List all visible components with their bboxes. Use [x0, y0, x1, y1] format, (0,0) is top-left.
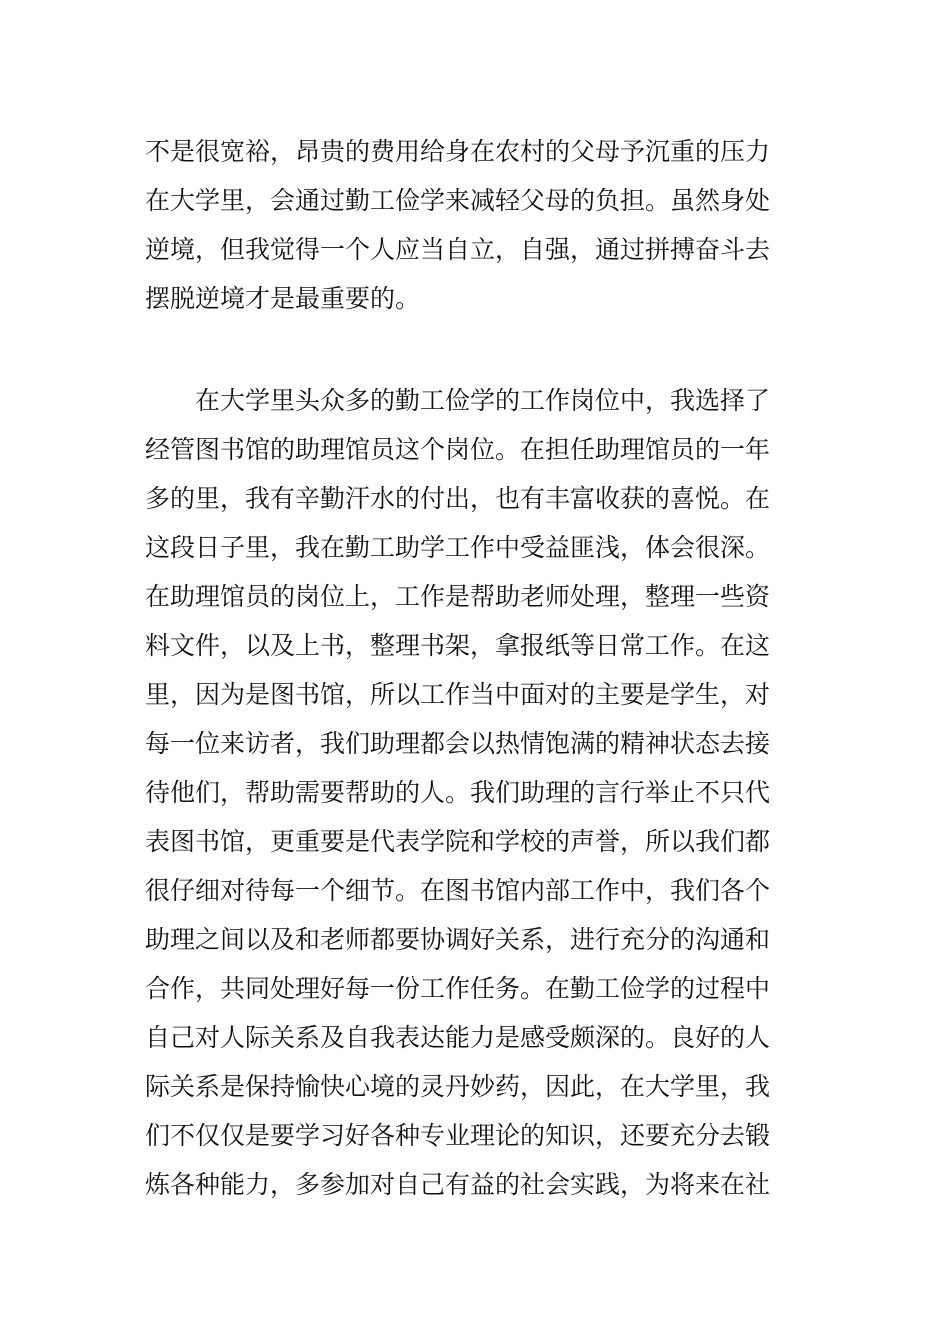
text-line: 里，因为是图书馆，所以工作当中面对的主要是学生，对: [145, 680, 771, 709]
text-line: 际关系是保持愉快心境的灵丹妙药，因此，在大学里，我: [145, 1072, 771, 1101]
text-line: 合作，共同处理好每一份工作任务。在勤工俭学的过程中: [145, 974, 771, 1003]
text-line: 摆脱逆境才是最重要的。: [145, 284, 421, 313]
text-line: 自己对人际关系及自我表达能力是感受颇深的。良好的人: [145, 1023, 771, 1052]
text-line: 在助理馆员的岗位上，工作是帮助老师处理，整理一些资: [145, 582, 771, 611]
text-line: 表图书馆，更重要是代表学院和学校的声誉，所以我们都: [145, 827, 771, 856]
paragraph-2: [145, 376, 807, 1209]
text-line: 料文件，以及上书，整理书架，拿报纸等日常工作。在这: [145, 631, 771, 660]
text-line: 在大学里头众多的勤工俭学的工作岗位中，我选择了: [145, 386, 771, 415]
paragraph-1: [145, 127, 807, 323]
text-line: 这段日子里，我在勤工助学工作中受益匪浅，体会很深。: [145, 533, 771, 562]
text-line: 不是很宽裕，昂贵的费用给身在农村的父母予沉重的压力: [145, 137, 771, 166]
text-line: 助理之间以及和老师都要协调好关系，进行充分的沟通和: [145, 925, 771, 954]
text-line: 待他们，帮助需要帮助的人。我们助理的言行举止不只代: [145, 778, 771, 807]
text-line: 多的里，我有辛勤汗水的付出，也有丰富收获的喜悦。在: [145, 484, 771, 513]
text-line: 炼各种能力，多参加对自己有益的社会实践，为将来在社: [145, 1170, 771, 1199]
text-line: 很仔细对待每一个细节。在图书馆内部工作中，我们各个: [145, 876, 771, 905]
text-line: 逆境，但我觉得一个人应当自立，自强，通过拼搏奋斗去: [145, 235, 771, 264]
text-line: 每一位来访者，我们助理都会以热情饱满的精神状态去接: [145, 729, 771, 758]
text-line: 在大学里，会通过勤工俭学来减轻父母的负担。虽然身处: [145, 186, 771, 215]
text-line: 经管图书馆的助理馆员这个岗位。在担任助理馆员的一年: [145, 435, 771, 464]
text-line: 们不仅仅是要学习好各种专业理论的知识，还要充分去锻: [145, 1121, 771, 1150]
